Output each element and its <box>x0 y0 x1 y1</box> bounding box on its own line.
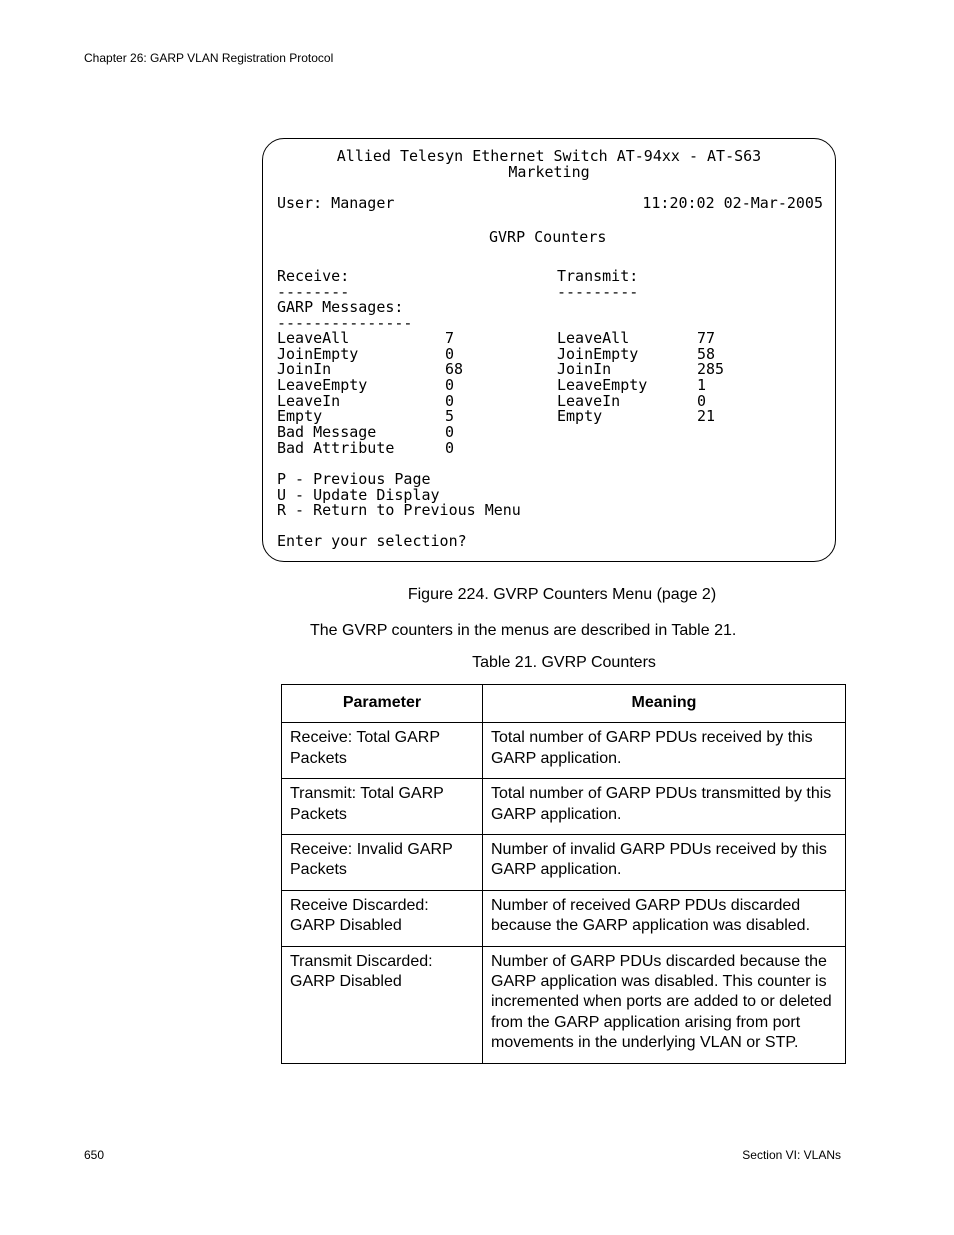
transmit-counter-value: 21 <box>697 407 716 425</box>
receive-counter-name: LeaveIn <box>277 392 341 410</box>
transmit-counter-name: JoinEmpty <box>557 345 639 363</box>
parameter-cell: Receive: Invalid GARP Packets <box>282 835 483 891</box>
terminal-title: Allied Telesyn Ethernet Switch AT-94xx - AT-S63 <box>336 147 762 165</box>
terminal-screen <box>262 138 836 562</box>
transmit-counter-name: Empty <box>557 407 603 425</box>
transmit-counter-name: JoinIn <box>557 360 612 378</box>
transmit-counter-name: LeaveEmpty <box>557 376 648 394</box>
table-header-row <box>282 685 846 723</box>
meaning-cell: Number of received GARP PDUs discarded because the GARP application was disabled. <box>483 890 846 946</box>
column-header-meaning: Meaning <box>483 685 846 723</box>
transmit-counter-value: 1 <box>697 376 707 394</box>
receive-counter-name: JoinIn <box>277 360 332 378</box>
menu-option-previous-page: P - Previous Page <box>277 470 431 488</box>
receive-counter-name: LeaveEmpty <box>277 376 368 394</box>
garp-messages-label: GARP Messages: <box>277 298 404 316</box>
page-header: Chapter 26: GARP VLAN Registration Protocol <box>84 51 334 65</box>
figure-caption: Figure 224. GVRP Counters Menu (page 2) <box>407 586 717 603</box>
parameter-cell: Receive: Total GARP Packets <box>282 723 483 779</box>
receive-counter-value: 0 <box>445 423 455 441</box>
transmit-counter-value: 77 <box>697 329 716 347</box>
column-header-parameter: Parameter <box>282 685 483 723</box>
receive-counter-value: 5 <box>445 407 455 425</box>
table-row <box>282 946 846 1063</box>
receive-counter-name: Bad Attribute <box>277 439 395 457</box>
transmit-counter-value: 285 <box>697 360 725 378</box>
transmit-counter-value: 0 <box>697 392 707 410</box>
menu-option-update-display: U - Update Display <box>277 486 440 504</box>
transmit-counter-name: LeaveAll <box>557 329 630 347</box>
meaning-cell: Total number of GARP PDUs transmitted by this GARP application. <box>483 779 846 835</box>
intro-paragraph: The GVRP counters in the menus are described in Table 21. <box>310 622 737 639</box>
table-caption: Table 21. GVRP Counters <box>472 654 656 671</box>
meaning-cell: Number of GARP PDUs discarded because the GARP application was disabled. This counter is incremented when ports are added to or deleted from the GARP application arising from port movements in the underlying VLAN or STP. <box>483 946 846 1063</box>
terminal-subtitle: Marketing <box>508 163 590 181</box>
parameter-cell: Transmit: Total GARP Packets <box>282 779 483 835</box>
receive-counter-value: 0 <box>445 439 455 457</box>
parameter-cell: Receive Discarded: GARP Disabled <box>282 890 483 946</box>
menu-option-return: R - Return to Previous Menu <box>277 501 521 519</box>
meaning-cell: Total number of GARP PDUs received by this GARP application. <box>483 723 846 779</box>
user-label: User: Manager <box>277 194 395 212</box>
receive-counter-value: 0 <box>445 376 455 394</box>
meaning-cell: Number of invalid GARP PDUs received by this GARP application. <box>483 835 846 891</box>
gvrp-counters-table <box>281 684 846 1064</box>
receive-counter-name: LeaveAll <box>277 329 350 347</box>
receive-counter-value: 0 <box>445 392 455 410</box>
garp-messages-rule: --------------- <box>277 314 413 332</box>
receive-label: Receive: <box>277 267 350 285</box>
parameter-cell: Transmit Discarded: GARP Disabled <box>282 946 483 1063</box>
transmit-label: Transmit: <box>557 267 639 285</box>
table-row <box>282 890 846 946</box>
receive-counter-value: 7 <box>445 329 455 347</box>
receive-counter-value: 68 <box>445 360 464 378</box>
screen-title: GVRP Counters <box>489 228 607 246</box>
datetime: 11:20:02 02-Mar-2005 <box>642 194 823 212</box>
table-row <box>282 835 846 891</box>
page-number: 650 <box>84 1148 105 1162</box>
selection-prompt: Enter your selection? <box>277 532 467 550</box>
receive-rule: -------- <box>277 283 350 301</box>
transmit-counter-value: 58 <box>697 345 716 363</box>
receive-counter-name: Empty <box>277 407 323 425</box>
receive-counter-value: 0 <box>445 345 455 363</box>
transmit-counter-name: LeaveIn <box>557 392 621 410</box>
transmit-rule: --------- <box>557 283 639 301</box>
receive-counter-name: Bad Message <box>277 423 377 441</box>
receive-counter-name: JoinEmpty <box>277 345 359 363</box>
section-label: Section VI: VLANs <box>742 1148 841 1162</box>
table-row <box>282 779 846 835</box>
table-row <box>282 723 846 779</box>
